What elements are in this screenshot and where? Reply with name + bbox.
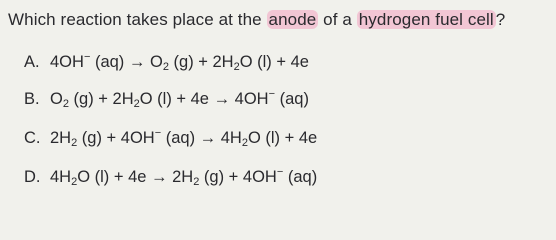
option-equation: $4H_2O$ $(l) + 4e \to 2H_2$ (g) + 4OH− (aq) [50, 166, 318, 188]
question-prefix: Which reaction takes place at the [8, 10, 267, 29]
option-letter: A. [24, 53, 40, 71]
question-suffix: ? [495, 10, 506, 29]
option-letter: B. [24, 90, 40, 108]
option-letter: D. [24, 168, 41, 186]
option-letter: C. [24, 129, 41, 147]
question-middle: of a [318, 10, 357, 29]
option-equation: 4OH− $(aq) \to O_2$ $(g) + 2H_2O$ (l) + 4e [50, 51, 309, 73]
highlight-hydrogen-fuel-cell: hydrogen fuel cell [358, 10, 494, 29]
option-a[interactable] [24, 53, 309, 72]
option-equation: $2H_2$ (g) + 4OH− $(aq) \to 4H_2O$ (l) + 4e [50, 127, 318, 149]
option-d[interactable] [24, 168, 317, 187]
question-text [8, 10, 505, 30]
option-equation: $O_2$ $(g) + 2H_2O$ (l) + 4e → 4OH− (aq) [50, 88, 309, 110]
option-b[interactable] [24, 90, 309, 109]
highlight-anode: anode [268, 10, 317, 29]
option-c[interactable] [24, 129, 317, 148]
